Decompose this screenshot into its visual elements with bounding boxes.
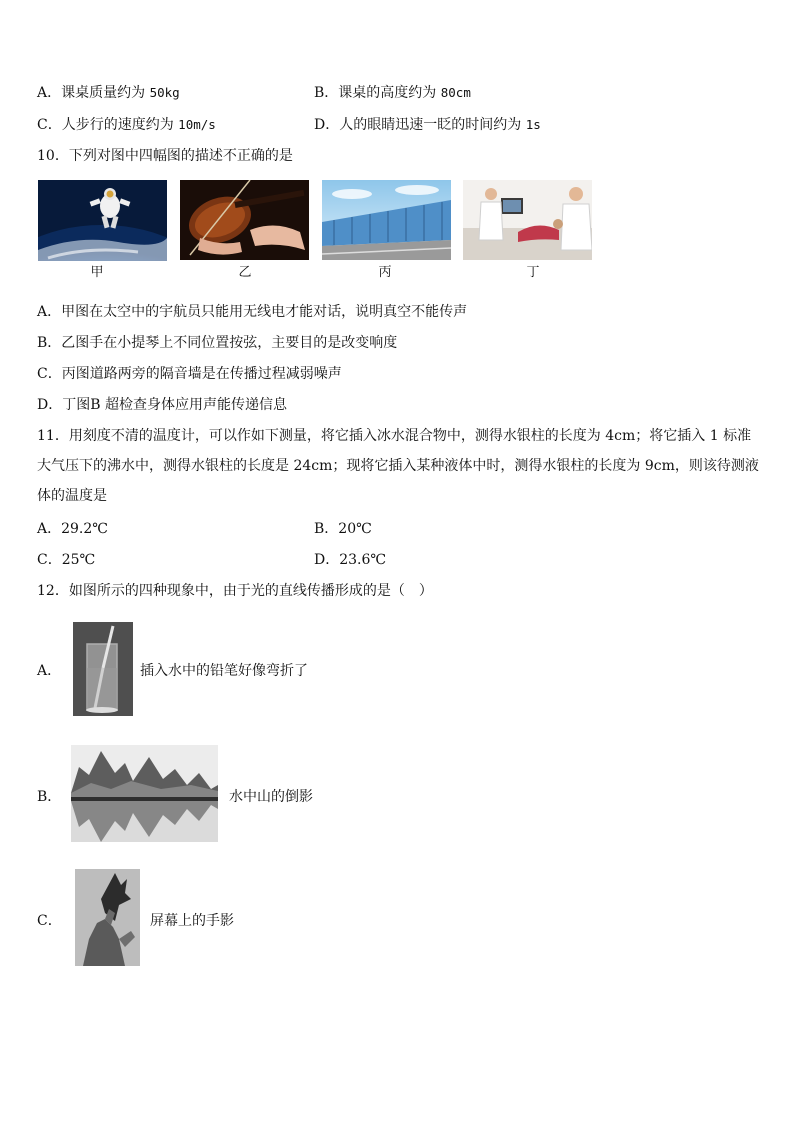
astronaut-photo — [38, 180, 167, 261]
q12-option-b-text: 水中山的倒影 — [229, 789, 313, 805]
caption-bing: 丙 — [378, 265, 392, 280]
q10-option-a[interactable]: A．甲图在太空中的宇航员只能用无线电才能对话，说明真空不能传声 — [37, 304, 468, 320]
q10-option-d[interactable]: D．丁图B 超检查身体应用声能传递信息 — [37, 397, 287, 413]
q11-option-d[interactable]: D．23.6℃ — [314, 552, 387, 568]
violin-photo — [180, 180, 309, 260]
q10-option-b[interactable]: B．乙图手在小提琴上不同位置按弦，主要目的是改变响度 — [37, 335, 398, 351]
q11-stem: 11．用刻度不清的温度计，可以作如下测量，将它插入冰水混合物中，测得水银柱的长度为 4cm；将它插入 1 标准大气压下的沸水中，测得水银柱的长度是 24cm；现将它插入某种液体中时，测得水银柱的长度为 9cm，则该待测液体的温度是 — [37, 428, 759, 504]
q12-option-c-label[interactable]: C． — [37, 913, 62, 929]
q9-option-d[interactable]: D．人的眼睛迅速一眨的时间约为 1s — [314, 117, 541, 133]
q12-option-a-label[interactable]: A． — [37, 663, 62, 679]
q9-option-c[interactable]: C．人步行的速度约为 10m/s — [37, 117, 216, 133]
q10-stem: 10．下列对图中四幅图的描述不正确的是 — [37, 148, 293, 164]
q10-option-c[interactable]: C．丙图道路两旁的隔音墙是在传播过程减弱噪声 — [37, 366, 342, 382]
q11-option-c[interactable]: C．25℃ — [37, 552, 96, 568]
q9-option-a[interactable]: A．课桌质量约为 50kg — [37, 85, 180, 101]
q12-option-b-label[interactable]: B． — [37, 789, 62, 805]
q12-stem: 12．如图所示的四种现象中，由于光的直线传播形成的是（ ） — [37, 583, 433, 599]
q12-option-c-text: 屏幕上的手影 — [150, 913, 234, 929]
q12-option-a-text: 插入水中的铅笔好像弯折了 — [140, 663, 308, 679]
hand-shadow-photo — [75, 869, 140, 966]
caption-yi: 乙 — [238, 265, 252, 280]
mountain-reflection-photo — [71, 745, 218, 842]
q11-option-a[interactable]: A．29.2℃ — [37, 521, 108, 537]
caption-jia: 甲 — [90, 265, 104, 280]
ultrasound-photo — [463, 180, 592, 260]
q9-option-b[interactable]: B．课桌的高度约为 80cm — [314, 85, 471, 101]
sound-barrier-photo — [322, 180, 451, 260]
pencil-in-glass-photo — [73, 622, 133, 716]
q11-option-b[interactable]: B．20℃ — [314, 521, 372, 537]
caption-ding: 丁 — [526, 265, 540, 280]
